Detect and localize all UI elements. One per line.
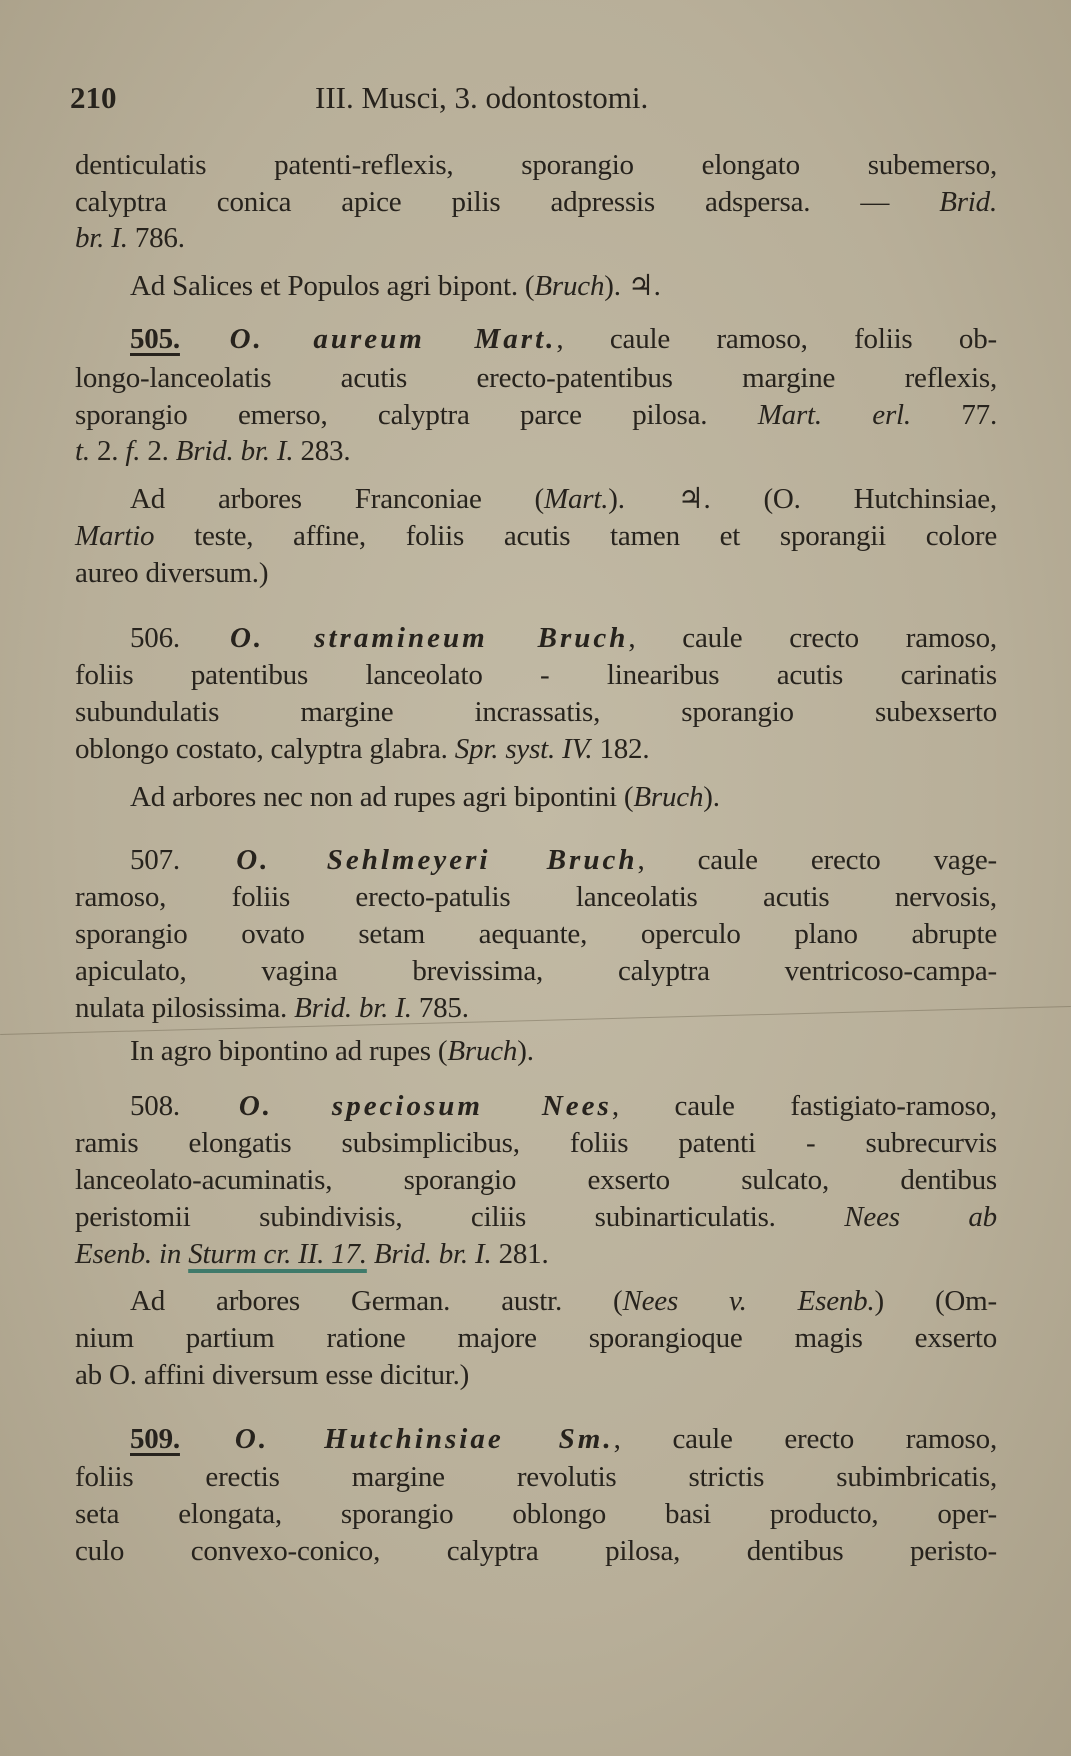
text-segment: sporangio ovato setam aequante, operculo plano abrupte (75, 918, 997, 950)
text-line (130, 1283, 997, 1319)
text-line (130, 779, 997, 815)
text-line (75, 1533, 997, 1569)
page-number: 210 (70, 80, 117, 115)
citation-text: Martio (75, 520, 155, 552)
text-line (75, 360, 997, 396)
text-segment: 506. (130, 622, 180, 654)
text-segment: ) (Om- (874, 1285, 997, 1317)
text-line (75, 518, 997, 554)
text-line (75, 953, 997, 989)
citation-text: Bruch (447, 1035, 518, 1067)
citation-text: Mart. (544, 483, 609, 515)
text-line (75, 1236, 997, 1272)
text-segment: Ad arbores Franconiae ( (130, 483, 545, 515)
text-segment: apiculato, vagina brevissima, calyptra ventricoso-campa- (75, 955, 997, 987)
text-segment: longo-lanceolatis acutis erecto-patentibus margine reflexis, (75, 362, 997, 394)
text-segment: Ad arbores nec non ad rupes agri bipontini ( (130, 781, 634, 813)
text-segment: 281. (491, 1238, 549, 1270)
text-segment: 283. (293, 435, 351, 467)
text-segment: oblongo costato, calyptra glabra. (75, 733, 455, 765)
text-line (75, 916, 997, 952)
text-line (130, 1033, 997, 1069)
text-segment: Ad arbores German. austr. ( (130, 1285, 623, 1317)
text-line (130, 321, 997, 357)
citation-text: Brid. br. I. (294, 992, 412, 1024)
text-segment: 786. (127, 222, 185, 254)
text-segment: seta elongata, sporangio oblongo basi producto, oper- (75, 1498, 997, 1530)
text-line (75, 879, 997, 915)
text-segment: , caule fastigiato-ramoso, (611, 1090, 997, 1122)
citation-text: Brid. br. I. (366, 1238, 492, 1270)
text-segment: ). (703, 781, 720, 813)
text-line (75, 397, 997, 433)
text-line (75, 184, 997, 220)
species-name: O. Hutchinsiae Sm. (179, 1423, 614, 1455)
text-segment: ramoso, foliis erecto-patulis lanceolatis acutis nervosis, (75, 881, 997, 913)
text-segment: ramis elongatis subsimplicibus, foliis patenti - subrecurvis (75, 1127, 997, 1159)
text-line (130, 1421, 997, 1457)
text-segment: , caule ramoso, foliis ob- (556, 323, 997, 355)
citation-text: br. I. (75, 222, 128, 254)
text-line (130, 842, 997, 878)
text-line (75, 555, 997, 591)
text-segment: Ad Salices et Populos agri bipont. ( (130, 270, 535, 302)
text-segment: culo convexo-conico, calyptra pilosa, dentibus peristo- (75, 1535, 997, 1567)
citation-text: Brid. br. I. (175, 435, 294, 467)
text-segment: 77. (910, 399, 998, 431)
citation-text: f. (125, 435, 141, 467)
text-segment: denticulatis patenti-reflexis, sporangio elongato subemerso, (75, 149, 997, 181)
text-segment: peristomii subindivisis, ciliis subinarticulatis. (75, 1201, 845, 1233)
text-segment: 509. (130, 1423, 180, 1455)
text-line (75, 147, 997, 183)
text-line (75, 433, 997, 469)
citation-text: Sturm cr. II. 17. (188, 1238, 367, 1270)
text-segment: , caule erecto vage- (637, 844, 998, 876)
text-line (75, 1199, 997, 1235)
species-name: O. Sehlmeyeri Bruch (179, 844, 638, 876)
text-segment: foliis erectis margine revolutis strictis subimbricatis, (75, 1461, 997, 1493)
species-name: O. speciosum Nees (179, 1090, 612, 1122)
text-segment: , caule erecto ramoso, (613, 1423, 997, 1455)
text-segment: subundulatis margine incrassatis, sporangio subexserto (75, 696, 997, 728)
text-segment: foliis patentibus lanceolato - linearibus acutis carinatis (75, 659, 997, 691)
citation-text: t. (75, 435, 90, 467)
text-line (75, 1162, 997, 1198)
text-line (75, 657, 997, 693)
text-segment: 508. (130, 1090, 180, 1122)
text-line (75, 731, 997, 767)
text-line (75, 1357, 997, 1393)
text-line (75, 1459, 997, 1495)
citation-text: Bruch (633, 781, 704, 813)
species-name: O. aureum Mart. (179, 323, 557, 355)
text-line (75, 694, 997, 730)
text-segment: ). (517, 1035, 534, 1067)
running-head: III. Musci, 3. odontostomi. (315, 80, 649, 115)
text-segment: 785. (411, 992, 469, 1024)
text-line (75, 1496, 997, 1532)
text-line (130, 481, 997, 517)
text-segment: nulata pilosissima. (75, 992, 295, 1024)
text-segment: In agro bipontino ad rupes ( (130, 1035, 448, 1067)
text-segment: 505. (130, 323, 180, 355)
text-line (75, 990, 997, 1026)
citation-text: Mart. erl. (757, 399, 911, 431)
text-segment: ). ♃. (O. Hutchinsiae, (608, 483, 997, 515)
citation-text: Bruch (534, 270, 605, 302)
text-segment: 2. (89, 435, 126, 467)
text-line (75, 1320, 997, 1356)
species-name: O. stramineum Bruch (179, 622, 629, 654)
text-segment: teste, affine, foliis acutis tamen et sporangii colore (154, 520, 997, 552)
text-segment: aureo diversum.) (75, 557, 269, 589)
citation-text: Spr. syst. IV. (454, 733, 593, 765)
text-line (75, 220, 997, 256)
text-line (130, 268, 997, 304)
text-line (130, 1088, 997, 1124)
citation-text: Brid. (939, 186, 997, 218)
text-segment: 2. (140, 435, 176, 467)
text-segment: calyptra conica apice pilis adpressis adspersa. — (75, 186, 940, 218)
citation-text: Nees ab (844, 1201, 997, 1233)
citation-text: Esenb. in (75, 1238, 189, 1270)
citation-text: Nees v. Esenb. (622, 1285, 875, 1317)
text-segment: 182. (592, 733, 650, 765)
text-segment: sporangio emerso, calyptra parce pilosa. (75, 399, 758, 431)
text-segment: lanceolato-acuminatis, sporangio exserto sulcato, dentibus (75, 1164, 997, 1196)
text-segment: , caule crecto ramoso, (628, 622, 997, 654)
text-line (130, 620, 997, 656)
text-segment: ab O. affini diversum esse dicitur.) (75, 1359, 470, 1391)
text-segment: 507. (130, 844, 180, 876)
text-segment: ). ♃. (604, 270, 661, 302)
text-segment: nium partium ratione majore sporangioque magis exserto (75, 1322, 997, 1354)
text-line (75, 1125, 997, 1161)
